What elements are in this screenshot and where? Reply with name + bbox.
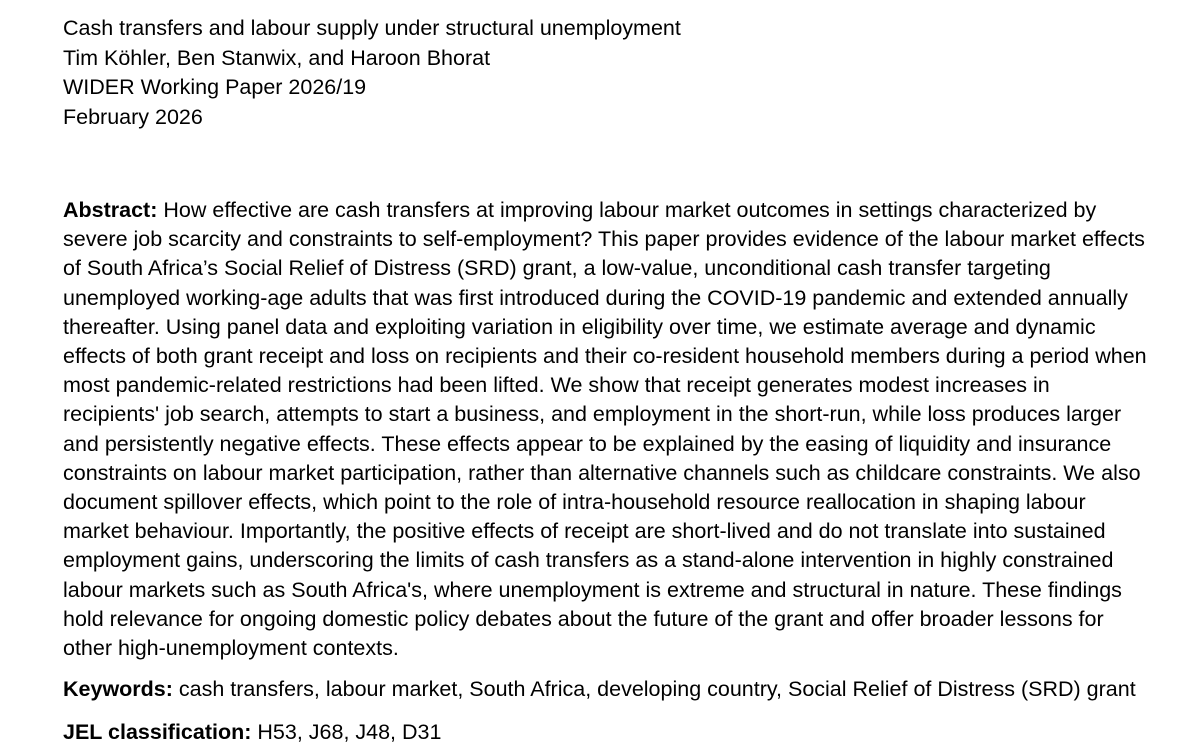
paper-date: February 2026	[63, 104, 203, 129]
keywords-line	[63, 675, 1173, 705]
paper-authors: Tim Köhler, Ben Stanwix, and Haroon Bhorat	[63, 45, 491, 70]
abstract-paragraph	[63, 196, 1148, 663]
abstract-text: How effective are cash transfers at improving labour market outcomes in settings characterized by severe job scarcity and constraints to self-employment? This paper provides evidence of the labour market effects of South Africa’s Social Relief of Distress (SRD) grant, a low-value, unconditional cash transfer targeting unemployed working-age adults that was first introduced during the COVID-19 pandemic and extended annually thereafter. Using panel data and exploiting variation in eligibility over time, we estimate average and dynamic effects of both grant receipt and loss on recipients and their co-resident household members during a period when most pandemic-related restrictions had been lifted. We show that receipt generates modest increases in recipients' job search, attempts to start a business, and employment in the short-run, while loss produces larger and persistently negative effects. These effects appear to be explained by the easing of liquidity and insurance constraints on labour market participation, rather than alternative channels such as childcare constraints. We also document spillover effects, which point to the role of intra-household resource reallocation in shaping labour market behaviour. Importantly, the positive effects of receipt are short-lived and do not translate into sustained employment gains, underscoring the limits of cash transfers as a stand-alone intervention in highly constrained labour markets such as South Africa's, where unemployment is extreme and structural in nature. These findings hold relevance for ongoing domestic policy debates about the future of the grant and offer broader lessons for other high-unemployment contexts.	[63, 198, 1147, 661]
jel-line	[63, 718, 1173, 748]
abstract-label: Abstract:	[63, 198, 158, 222]
paper-series: WIDER Working Paper 2026/19	[63, 75, 367, 99]
jel-text: H53, J68, J48, D31	[257, 719, 442, 744]
jel-label: JEL classification:	[63, 719, 252, 744]
keywords-text: cash transfers, labour market, South Africa, developing country, Social Relief of Distress (SRD) grant	[178, 677, 1136, 702]
keywords-label: Keywords:	[63, 677, 173, 702]
paper-page	[63, 14, 1173, 747]
paper-title: Cash transfers and labour supply under structural unemployment	[63, 16, 681, 40]
